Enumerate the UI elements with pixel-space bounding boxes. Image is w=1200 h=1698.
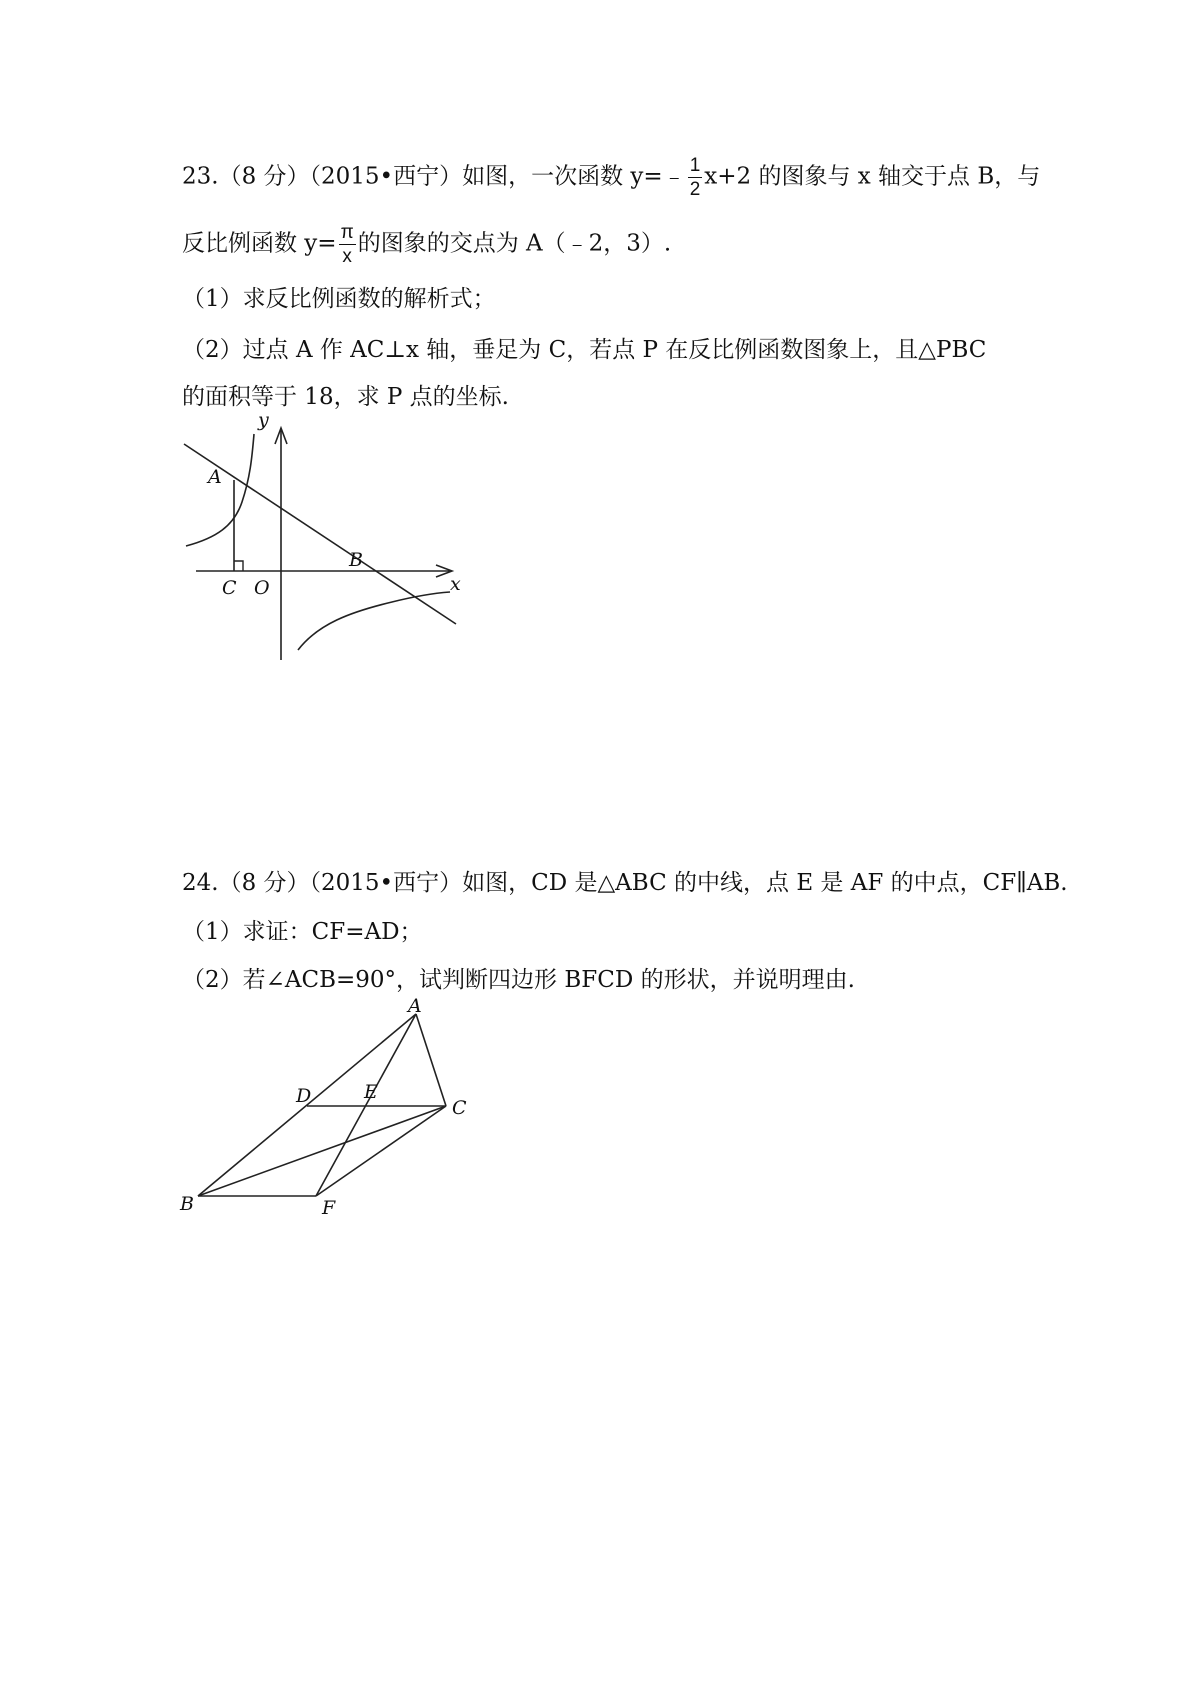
q24-segment-CF — [316, 1106, 446, 1196]
q24-part1: （1）求证：CF=AD； — [182, 919, 423, 945]
q24-segment-BC — [198, 1106, 446, 1196]
q24-figure — [178, 995, 478, 1219]
q24-label-F: F — [322, 1197, 336, 1219]
q23-label-x: x — [450, 573, 461, 595]
q23-label-y: y — [258, 409, 269, 431]
q24-label-D: D — [296, 1085, 312, 1107]
q23-frac2-numerator: π — [340, 222, 354, 243]
q24-part2: （2）若∠ACB=90°，试判断四边形 BFCD 的形状，并说明理由. — [182, 967, 855, 993]
q23-right-angle-mark — [234, 561, 243, 571]
q23-part1: （1）求反比例函数的解析式； — [182, 286, 496, 312]
q23-line2-text-a: 反比例函数 y= — [182, 230, 337, 257]
q23-line1-text-a: 23.（8 分）（2015•西宁）如图，一次函数 y=﹣ — [182, 163, 686, 190]
q23-frac-numerator: 1 — [689, 155, 701, 176]
q24-segment-AF — [316, 1014, 416, 1196]
q23-hyperbola-lower-branch — [298, 592, 450, 650]
q23-hyperbola-upper-branch — [186, 434, 254, 546]
q23-label-B: B — [349, 549, 363, 571]
q23-line1 — [182, 156, 1040, 199]
q23-frac2-denominator: x — [342, 246, 352, 267]
q23-fraction-pi-over-x — [339, 223, 356, 266]
q23-frac-denominator: 2 — [689, 179, 701, 200]
q24-label-B: B — [180, 1193, 194, 1215]
q23-label-A: A — [208, 466, 222, 488]
q23-fraction-half — [688, 156, 703, 199]
q24-label-C: C — [452, 1097, 467, 1119]
q24-label-A: A — [408, 995, 422, 1017]
q24-segment-AC — [416, 1014, 446, 1106]
q23-part2-line1: （2）过点 A 作 AC⊥x 轴，垂足为 C，若点 P 在反比例函数图象上，且△PBC — [182, 337, 987, 363]
q23-label-C: C — [222, 577, 237, 599]
q23-figure — [178, 409, 468, 660]
q23-line2 — [182, 223, 671, 266]
q23-line2-text-b: 的图象的交点为 A（﹣2，3）. — [357, 230, 672, 257]
q24-label-E: E — [364, 1081, 378, 1103]
q23-part2-line2: 的面积等于 18，求 P 点的坐标. — [182, 384, 509, 410]
q23-line1-text-b: x+2 的图象与 x 轴交于点 B，与 — [704, 163, 1041, 190]
q24-line1: 24.（8 分）（2015•西宁）如图，CD 是△ABC 的中线，点 E 是 AF 的中点，CF∥AB. — [182, 870, 1068, 896]
q23-label-O: O — [254, 577, 270, 599]
